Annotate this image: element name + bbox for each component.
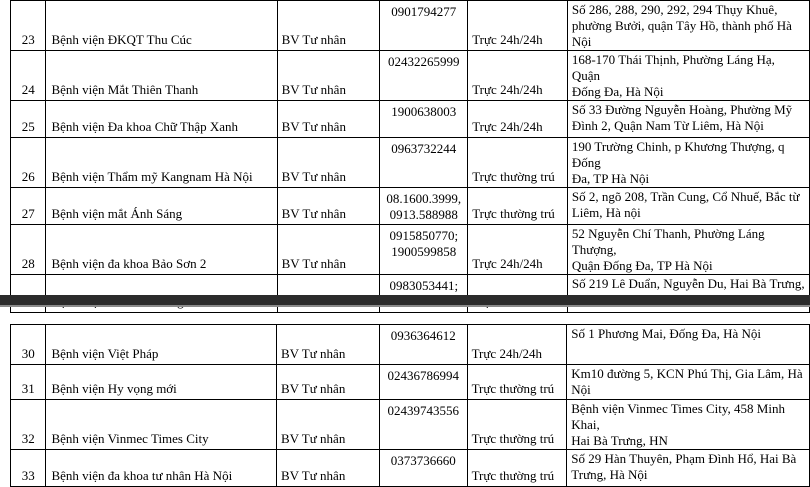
address-cell xyxy=(567,1,809,51)
address-line: Nội xyxy=(571,382,591,397)
duty-hours: Trực thường trú xyxy=(467,450,567,487)
address-line: Quận Đống Đa, TP Hà Nội xyxy=(571,258,713,273)
address-line: 168-170 Thái Thịnh, Phường Láng Hạ, Quận xyxy=(571,52,775,83)
address-line: Số 2, ngõ 208, Trần Cung, Cổ Nhuế, Bắc từ xyxy=(571,189,800,204)
hospital-name: Bệnh viện Thẩm mỹ Kangnam Hà Nội xyxy=(46,138,277,188)
duty-hours: Trực 24h/24h xyxy=(467,325,567,365)
hospital-type: BV Tư nhân xyxy=(276,400,379,450)
address-line: 52 Nguyễn Chí Thanh, Phường Láng Thượng, xyxy=(571,226,765,257)
address-cell xyxy=(567,325,810,365)
phone-cell xyxy=(380,225,468,275)
address-line: Đống Đa, Hà Nội xyxy=(571,84,664,99)
hospital-type: BV Tư nhân xyxy=(277,225,380,275)
hospital-type: BV Tư nhân xyxy=(277,138,380,188)
hospital-name: Bệnh viện mắt Ánh Sáng xyxy=(46,188,277,225)
address-line: Số 286, 288, 290, 292, 294 Thụy Khuê, xyxy=(571,2,778,17)
hospital-name: Bệnh viện Đa khoa Chữ Thập Xanh xyxy=(46,101,277,138)
hospital-name: Bệnh viện Vinmec Times City xyxy=(46,400,276,450)
address-line: Số 219 Lê Duẩn, Nguyễn Du, Hai Bà Trưng, xyxy=(571,276,805,291)
hospital-name: Bệnh viện Việt Pháp xyxy=(46,325,276,365)
table-row xyxy=(11,1,810,51)
phone-number: 1900638003 xyxy=(391,104,457,119)
address-line: 190 Trường Chinh, p Khương Thượng, q Đống xyxy=(571,139,785,170)
hospital-name: Bệnh viện đa khoa tư nhân Hà Nội xyxy=(46,450,276,487)
phone-number: 0373736660 xyxy=(390,453,456,468)
phone-cell xyxy=(380,51,468,101)
hospital-type: BV Tư nhân xyxy=(276,325,379,365)
phone-number: 0936364612 xyxy=(390,328,456,343)
table-row xyxy=(11,51,810,101)
row-number: 33 xyxy=(11,450,46,487)
phone-number: 0915850770; xyxy=(389,228,459,243)
phone-number: 1900599858 xyxy=(391,244,457,259)
address-line: Số 33 Đường Nguyễn Hoàng, Phường Mỹ xyxy=(571,102,793,117)
hospital-type: BV Tư nhân xyxy=(276,450,379,487)
phone-cell xyxy=(380,188,468,225)
address-cell xyxy=(567,225,809,275)
address-line: Số 29 Hàn Thuyên, Phạm Đình Hổ, Hai Bà xyxy=(571,451,797,466)
phone-cell xyxy=(380,138,468,188)
row-number: 28 xyxy=(11,225,46,275)
table-row xyxy=(11,325,810,365)
address-cell xyxy=(567,450,810,487)
duty-hours: Trực thường trú xyxy=(468,188,568,225)
duty-hours: Trực 24h/24h xyxy=(468,51,568,101)
duty-hours: Trực 24h/24h xyxy=(468,225,568,275)
phone-number: 0901794277 xyxy=(391,4,457,19)
phone-number: 02439743556 xyxy=(387,403,459,418)
table-row xyxy=(11,101,810,138)
hospital-type: BV Tư nhân xyxy=(277,1,380,51)
hospital-type: BV Tư nhân xyxy=(276,365,379,400)
hospital-type: BV Tư nhân xyxy=(277,51,380,101)
phone-number: 02436786994 xyxy=(387,368,459,383)
address-line: Trưng, Hà Nội xyxy=(571,467,648,482)
duty-hours: Trực thường trú xyxy=(468,138,568,188)
phone-cell xyxy=(380,1,468,51)
row-number: 24 xyxy=(11,51,46,101)
address-line: Hai Bà Trưng, HN xyxy=(571,433,668,448)
phone-number: 0983053441; xyxy=(389,278,459,293)
phone-number: 0913.588988 xyxy=(389,207,458,222)
hospital-type: BV Tư nhân xyxy=(277,188,380,225)
hospital-table-top xyxy=(10,0,810,313)
row-number: 31 xyxy=(11,365,46,400)
hospital-name: Bệnh viện Hy vọng mới xyxy=(46,365,276,400)
phone-cell xyxy=(379,365,467,400)
address-cell xyxy=(567,51,809,101)
duty-hours: Trực thường trú xyxy=(467,400,567,450)
phone-number: 08.1600.3999, xyxy=(386,191,462,206)
table-row xyxy=(11,138,810,188)
page-break-band xyxy=(0,295,810,305)
address-cell xyxy=(567,138,809,188)
phone-number: 0963732244 xyxy=(391,141,457,156)
address-line: Bệnh viện Vinmec Times City, 458 Minh Khai, xyxy=(571,401,785,432)
hospital-name: Bệnh viện Mắt Thiên Thanh xyxy=(46,51,277,101)
hospital-name: Bệnh viện đa khoa Bảo Sơn 2 xyxy=(46,225,277,275)
table-row xyxy=(11,188,810,225)
address-line: phường Bưởi, quận Tây Hồ, thành phố Hà Nội xyxy=(571,18,792,49)
phone-number: 02432265999 xyxy=(388,54,460,69)
address-cell xyxy=(567,400,810,450)
phone-cell xyxy=(379,400,467,450)
phone-cell xyxy=(379,325,467,365)
duty-hours: Trực 24h/24h xyxy=(468,1,568,51)
address-line: Đình 2, Quận Nam Từ Liêm, Hà Nội xyxy=(571,118,764,133)
address-line: Liêm, Hà nội xyxy=(571,205,641,220)
row-number: 26 xyxy=(11,138,46,188)
address-line: Km10 đường 5, KCN Phú Thị, Gia Lâm, Hà xyxy=(571,366,803,381)
row-number: 25 xyxy=(11,101,46,138)
row-number: 30 xyxy=(11,325,46,365)
phone-cell xyxy=(380,101,468,138)
hospital-type: BV Tư nhân xyxy=(277,101,380,138)
address-cell xyxy=(567,188,809,225)
duty-hours: Trực thường trú xyxy=(467,365,567,400)
phone-cell xyxy=(379,450,467,487)
row-number: 32 xyxy=(11,400,46,450)
row-number: 27 xyxy=(11,188,46,225)
table-row xyxy=(11,450,810,487)
table-row xyxy=(11,365,810,400)
hospital-table-bottom xyxy=(10,324,810,487)
page-break-shadow xyxy=(0,305,810,307)
duty-hours: Trực 24h/24h xyxy=(468,101,568,138)
table-row xyxy=(11,400,810,450)
address-cell xyxy=(567,101,809,138)
address-line: Đa, TP Hà Nội xyxy=(571,171,650,186)
address-cell xyxy=(567,365,810,400)
row-number: 23 xyxy=(11,1,46,51)
address-line: Số 1 Phương Mai, Đống Đa, Hà Nội xyxy=(571,326,762,341)
hospital-name: Bệnh viện ĐKQT Thu Cúc xyxy=(46,1,277,51)
table-row xyxy=(11,225,810,275)
